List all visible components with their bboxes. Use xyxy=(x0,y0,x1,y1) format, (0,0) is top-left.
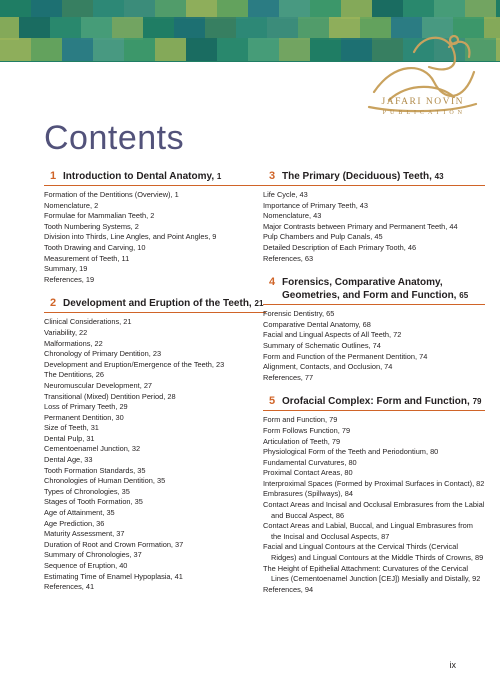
section-heading[interactable] xyxy=(44,297,266,313)
toc-entry[interactable]: Facial and Lingual Contours at the Cervical Thirds (Cervical Ridges) and Lingual Contours at the Middle Thirds of Crowns, 89 xyxy=(263,542,484,563)
toc-entry[interactable]: Transitional (Mixed) Dentition Period, 28 xyxy=(44,391,176,401)
toc-entry[interactable]: Age of Attainment, 35 xyxy=(44,508,115,518)
toc-entry[interactable]: References, 77 xyxy=(263,372,314,382)
toc-entry[interactable]: Summary of Chronologies, 37 xyxy=(44,550,142,560)
toc-entry[interactable]: Neuromuscular Development, 27 xyxy=(44,380,153,390)
banner-tile xyxy=(310,38,341,61)
publisher-name: JAFARI NOVIN xyxy=(381,97,464,107)
banner-tile xyxy=(186,38,217,61)
page-number: ix xyxy=(449,660,456,670)
section-items xyxy=(44,190,266,285)
toc-entry[interactable]: References, 41 xyxy=(44,582,95,592)
section-number: 1 xyxy=(50,170,57,182)
toc-entry[interactable]: References, 19 xyxy=(44,274,95,284)
toc-entry[interactable]: References, 94 xyxy=(263,584,314,594)
toc-entry[interactable]: Form and Function of the Permanent Dentition, 74 xyxy=(263,351,428,361)
toc-section xyxy=(263,170,485,264)
section-heading[interactable] xyxy=(263,276,485,305)
toc-entry[interactable]: Articulation of Teeth, 79 xyxy=(263,436,341,446)
banner-tile xyxy=(205,17,236,40)
section-number: 5 xyxy=(269,395,276,408)
page-title: Contents xyxy=(44,118,185,157)
toc-entry[interactable]: Nomenclature, 2 xyxy=(44,200,99,210)
banner-tile xyxy=(248,38,279,61)
toc-section xyxy=(263,395,485,595)
section-number: 4 xyxy=(269,276,276,289)
section-title: Forensics, Comparative Anatomy, Geometries, and Form and Function, xyxy=(282,277,457,302)
toc-entry[interactable]: Embrasures (Spillways), 84 xyxy=(263,489,353,499)
toc-entry[interactable]: Form and Function, 79 xyxy=(263,415,338,425)
toc-entry[interactable]: Size of Teeth, 31 xyxy=(44,423,99,433)
toc-entry[interactable]: Chronologies of Human Dentition, 35 xyxy=(44,476,166,486)
toc-entry[interactable]: Tooth Numbering Systems, 2 xyxy=(44,221,139,231)
section-heading[interactable] xyxy=(263,170,485,186)
toc-entry[interactable]: Summary, 19 xyxy=(44,264,88,274)
toc-left-column xyxy=(44,170,266,605)
section-page: 43 xyxy=(434,172,444,181)
toc-entry[interactable]: Life Cycle, 43 xyxy=(263,190,308,199)
banner-tile xyxy=(155,38,186,61)
toc-entry[interactable]: Detailed Description of Each Primary Tooth, 46 xyxy=(263,242,417,252)
section-items xyxy=(44,317,266,592)
section-title: Introduction to Dental Anatomy, xyxy=(63,171,215,182)
toc-entry[interactable]: Pulp Chambers and Pulp Canals, 45 xyxy=(263,232,383,242)
toc-entry[interactable]: Loss of Primary Teeth, 29 xyxy=(44,402,128,412)
toc-entry[interactable]: Physiological Form of the Teeth and Periodontium, 80 xyxy=(263,447,439,457)
section-page: 65 xyxy=(459,291,469,301)
toc-entry[interactable]: Stages of Tooth Formation, 35 xyxy=(44,497,143,507)
section-title: The Primary (Deciduous) Teeth, xyxy=(282,171,432,182)
toc-entry[interactable]: Cementoenamel Junction, 32 xyxy=(44,444,141,454)
section-items xyxy=(263,190,485,264)
banner-tile xyxy=(217,38,248,61)
toc-entry[interactable]: Dental Pulp, 31 xyxy=(44,433,95,443)
banner-tile xyxy=(112,17,143,40)
toc-entry[interactable]: Permanent Dentition, 30 xyxy=(44,412,124,422)
banner-tile xyxy=(31,38,62,61)
section-title-wrap xyxy=(282,276,485,302)
toc-entry[interactable]: Proximal Contact Areas, 80 xyxy=(263,468,353,478)
toc-section xyxy=(263,276,485,383)
toc-entry[interactable]: Sequence of Eruption, 40 xyxy=(44,561,128,570)
banner-tile xyxy=(484,17,500,40)
banner-tile xyxy=(143,17,174,40)
section-title: Orofacial Complex: Form and Function, xyxy=(282,396,470,408)
banner-tile xyxy=(81,17,112,40)
section-title-wrap xyxy=(63,297,266,310)
banner-tile xyxy=(279,38,310,61)
toc-section xyxy=(44,297,266,592)
banner-tile xyxy=(93,38,124,61)
toc-entry[interactable]: Development and Eruption/Emergence of the Teeth, 23 xyxy=(44,359,225,369)
publisher-subtitle: PUBLICATION xyxy=(382,110,466,116)
toc-entry[interactable]: Dental Age, 33 xyxy=(44,455,93,465)
toc-entry[interactable]: References, 63 xyxy=(263,253,314,263)
toc-entry[interactable]: Forensic Dentistry, 65 xyxy=(263,309,335,319)
toc-entry[interactable]: Duration of Root and Crown Formation, 37 xyxy=(44,539,184,549)
banner-tile xyxy=(19,17,50,40)
banner-tile xyxy=(0,17,19,40)
toc-right-column xyxy=(263,170,485,607)
toc-entry[interactable]: Nomenclature, 43 xyxy=(263,211,322,221)
banner-tile xyxy=(0,38,31,61)
section-number: 2 xyxy=(50,297,57,310)
toc-entry[interactable]: Division into Thirds, Line Angles, and Point Angles, 9 xyxy=(44,232,217,242)
toc-entry[interactable]: Fundamental Curvatures, 80 xyxy=(263,457,357,467)
banner-tile xyxy=(50,17,81,40)
banner-tile xyxy=(267,17,298,40)
toc-entry[interactable]: Importance of Primary Teeth, 43 xyxy=(263,200,369,210)
toc-entry[interactable]: Summary of Schematic Outlines, 74 xyxy=(263,340,381,350)
toc-entry[interactable]: Contact Areas and Labial, Buccal, and Lingual Embrasures from the Incisal and Occlusal Aspects, 87 xyxy=(263,521,473,541)
toc-entry[interactable]: The Dentitions, 26 xyxy=(44,370,104,380)
toc-entry[interactable]: Age Prediction, 36 xyxy=(44,518,105,528)
toc-entry[interactable]: Variability, 22 xyxy=(44,327,88,337)
toc-entry[interactable]: Formation of the Dentitions (Overview), 1 xyxy=(44,190,179,199)
toc-entry[interactable]: Maturity Assessment, 37 xyxy=(44,529,125,539)
section-items xyxy=(263,415,485,595)
section-heading[interactable] xyxy=(44,170,266,186)
toc-entry[interactable]: Formulae for Mammalian Teeth, 2 xyxy=(44,211,155,221)
section-page: 21 xyxy=(254,299,264,309)
section-title-wrap xyxy=(282,395,485,408)
section-items xyxy=(263,309,485,383)
section-title-wrap xyxy=(63,170,266,183)
toc-entry[interactable]: Estimating Time of Enamel Hypoplasia, 41 xyxy=(44,571,183,581)
toc-entry[interactable]: Tooth Formation Standards, 35 xyxy=(44,465,146,475)
section-title-wrap xyxy=(282,170,485,183)
toc-entry[interactable]: Comparative Dental Anatomy, 68 xyxy=(263,319,371,329)
banner-tile xyxy=(62,38,93,61)
toc-entry[interactable]: Types of Chronologies, 35 xyxy=(44,486,130,496)
toc-entry[interactable]: Clinical Considerations, 21 xyxy=(44,317,132,327)
toc-entry[interactable]: Chronology of Primary Dentition, 23 xyxy=(44,349,162,359)
banner-tile xyxy=(236,17,267,40)
toc-entry[interactable]: Alignment, Contacts, and Occlusion, 74 xyxy=(263,362,393,372)
banner-tile xyxy=(496,38,500,61)
banner-tile xyxy=(174,17,205,40)
toc-section xyxy=(44,170,266,285)
toc-entry[interactable]: Contact Areas and Incisal and Occlusal Embrasures from the Labial and Buccal Aspect, 86 xyxy=(263,500,485,520)
toc-entry[interactable]: The Height of Epithelial Attachment: Curvatures of the Cervical Lines (Cementoenamel Junction [CEJ]) Mesially and Distally, 92 xyxy=(263,563,481,584)
section-heading[interactable] xyxy=(263,395,485,411)
banner-tile xyxy=(124,38,155,61)
toc-entry[interactable]: Measurement of Teeth, 11 xyxy=(44,253,130,263)
section-page: 79 xyxy=(472,397,482,407)
toc-entry[interactable]: Form Follows Function, 79 xyxy=(263,425,351,435)
section-number: 3 xyxy=(269,170,276,182)
toc-entry[interactable]: Facial and Lingual Aspects of All Teeth, 72 xyxy=(263,330,402,340)
toc-entry[interactable]: Interproximal Spaces (Formed by Proximal Surfaces in Contact), 82 xyxy=(263,478,485,488)
section-title: Development and Eruption of the Teeth, xyxy=(63,298,252,310)
banner-tile xyxy=(298,17,329,40)
toc-entry[interactable]: Malformations, 22 xyxy=(44,338,103,348)
section-page: 1 xyxy=(216,172,222,181)
toc-entry[interactable]: Tooth Drawing and Carving, 10 xyxy=(44,242,146,252)
toc-entry[interactable]: Major Contrasts between Primary and Permanent Teeth, 44 xyxy=(263,221,458,231)
